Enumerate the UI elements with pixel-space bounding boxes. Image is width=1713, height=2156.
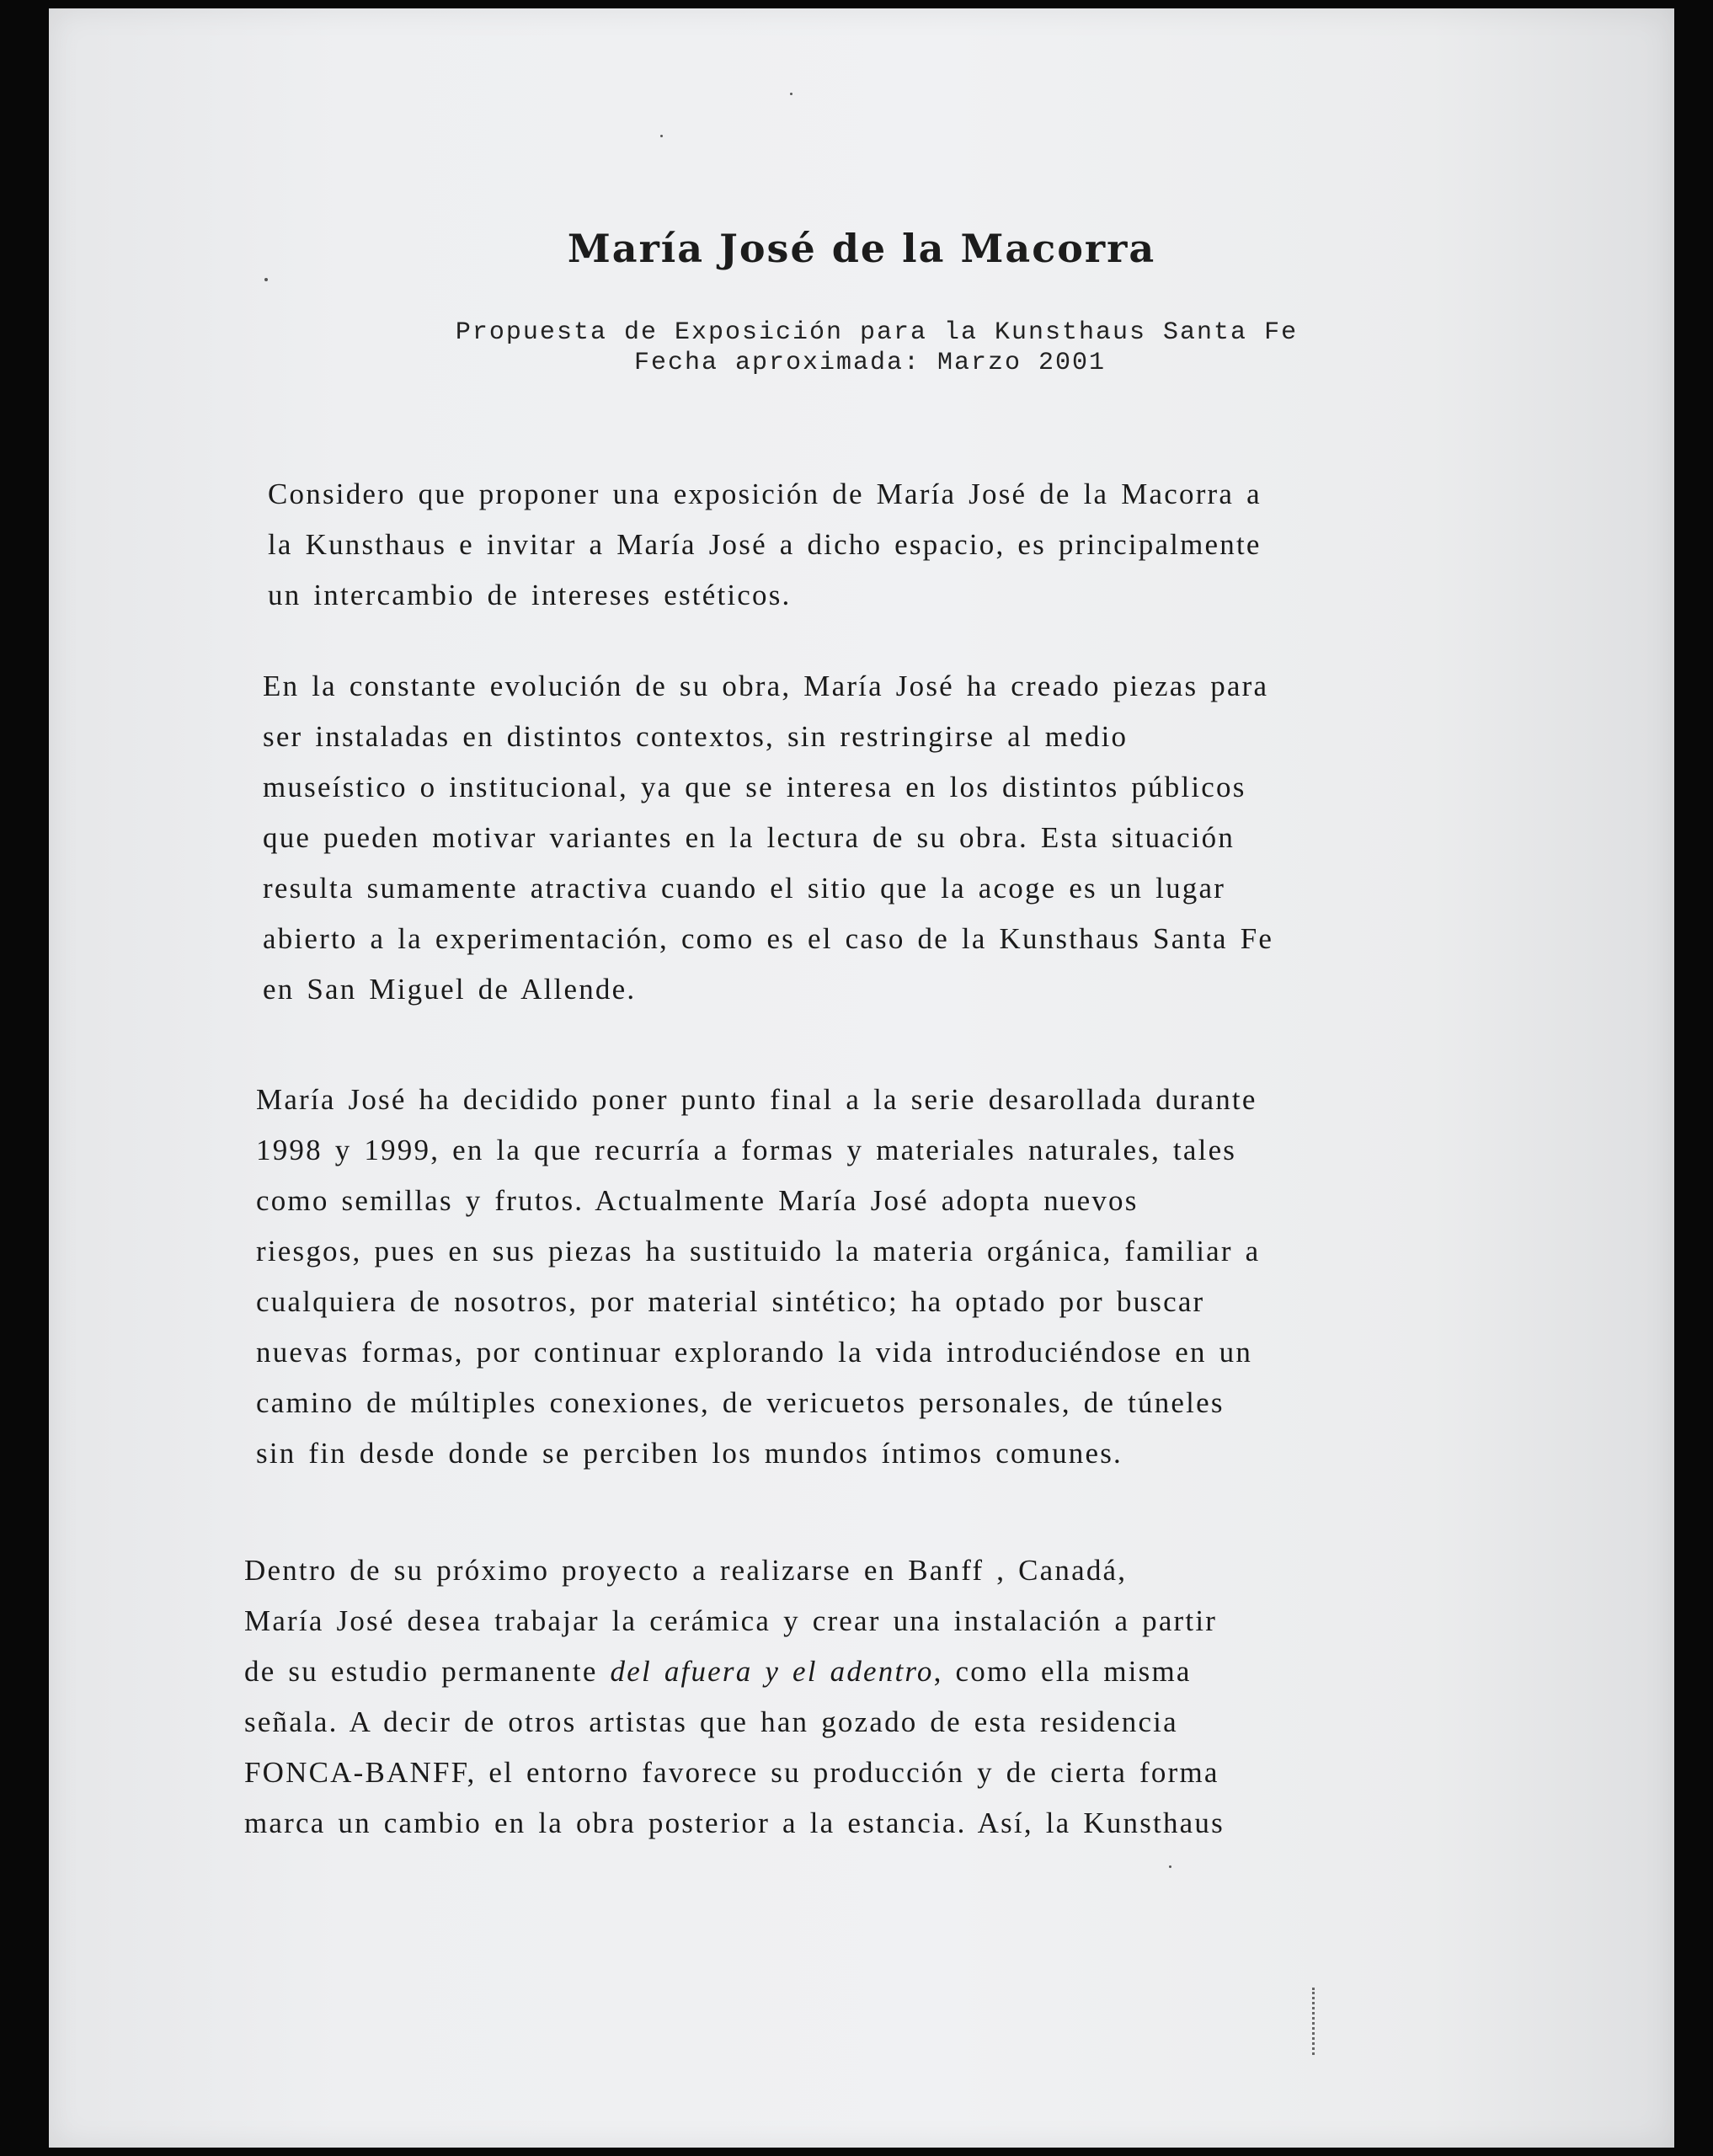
text-line: la Kunsthaus e invitar a María José a dicho espacio, es principalmente (268, 528, 1262, 561)
text-line: 1998 y 1999, en la que recurría a formas y materiales naturales, tales (256, 1134, 1237, 1166)
text-line: ser instaladas en distintos contextos, sin restringirse al medio (263, 720, 1129, 753)
paragraph-3 (256, 1075, 1260, 1479)
text-line: María José ha decidido poner punto final a la serie desarollada durante (256, 1083, 1257, 1116)
paragraph-4 (244, 1545, 1225, 1849)
text-line: riesgos, pues en sus piezas ha sustituido la materia orgánica, familiar a (256, 1235, 1261, 1267)
pencil-dot-mark (1312, 1988, 1317, 2055)
text-line: como semillas y frutos. Actualmente María José adopta nuevos (256, 1184, 1139, 1217)
text-line: abierto a la experimentación, como es el caso de la Kunsthaus Santa Fe (263, 922, 1274, 955)
paragraph-2 (263, 661, 1273, 1015)
text-line: Dentro de su próximo proyecto a realizarse en Banff , Canadá, (244, 1554, 1128, 1587)
scan-speck (660, 135, 663, 137)
text-line: sin fin desde donde se perciben los mundos íntimos comunes. (256, 1437, 1123, 1470)
text-line: señala. A decir de otros artistas que han gozado de esta residencia (244, 1705, 1178, 1738)
text-line: que pueden motivar variantes en la lectura de su obra. Esta situación (263, 821, 1235, 854)
text-line: María José desea trabajar la cerámica y crear una instalación a partir (244, 1604, 1218, 1637)
paper-sheet (49, 8, 1674, 2148)
scan-speck (1169, 1865, 1171, 1868)
text-line: FONCA-BANFF, el entorno favorece su producción y de cierta forma (244, 1756, 1219, 1789)
scan-speck (264, 278, 268, 281)
text-line: un intercambio de intereses estéticos. (268, 579, 792, 611)
text-line: resulta sumamente atractiva cuando el sitio que la acoge es un lugar (263, 872, 1226, 905)
text-line: En la constante evolución de su obra, María José ha creado piezas para (263, 670, 1269, 702)
text-run: , como ella misma (933, 1655, 1192, 1688)
scan-speck (790, 93, 792, 95)
text-line: en San Miguel de Allende. (263, 973, 637, 1006)
subtitle-proposal: Propuesta de Exposición para la Kunsthaus Santa Fe (455, 318, 1299, 347)
text-line: nuevas formas, por continuar explorando la vida introduciéndose en un (256, 1336, 1253, 1369)
text-line: camino de múltiples conexiones, de vericuetos personales, de túneles (256, 1386, 1225, 1419)
text-line: marca un cambio en la obra posterior a la estancia. Así, la Kunsthaus (244, 1806, 1225, 1839)
text-line-with-italic (244, 1646, 1225, 1697)
text-line: cualquiera de nosotros, por material sintético; ha optado por buscar (256, 1285, 1205, 1318)
document-title: María José de la Macorra (567, 226, 1156, 271)
text-line: museístico o institucional, ya que se interesa en los distintos públicos (263, 771, 1246, 803)
paragraph-1 (268, 469, 1262, 621)
subtitle-date: Fecha aproximada: Marzo 2001 (633, 349, 1107, 377)
italic-phrase: del afuera y el adentro (610, 1655, 934, 1688)
text-line: Considero que proponer una exposición de María José de la Macorra a (268, 478, 1262, 510)
text-run: de su estudio permanente (244, 1655, 611, 1688)
